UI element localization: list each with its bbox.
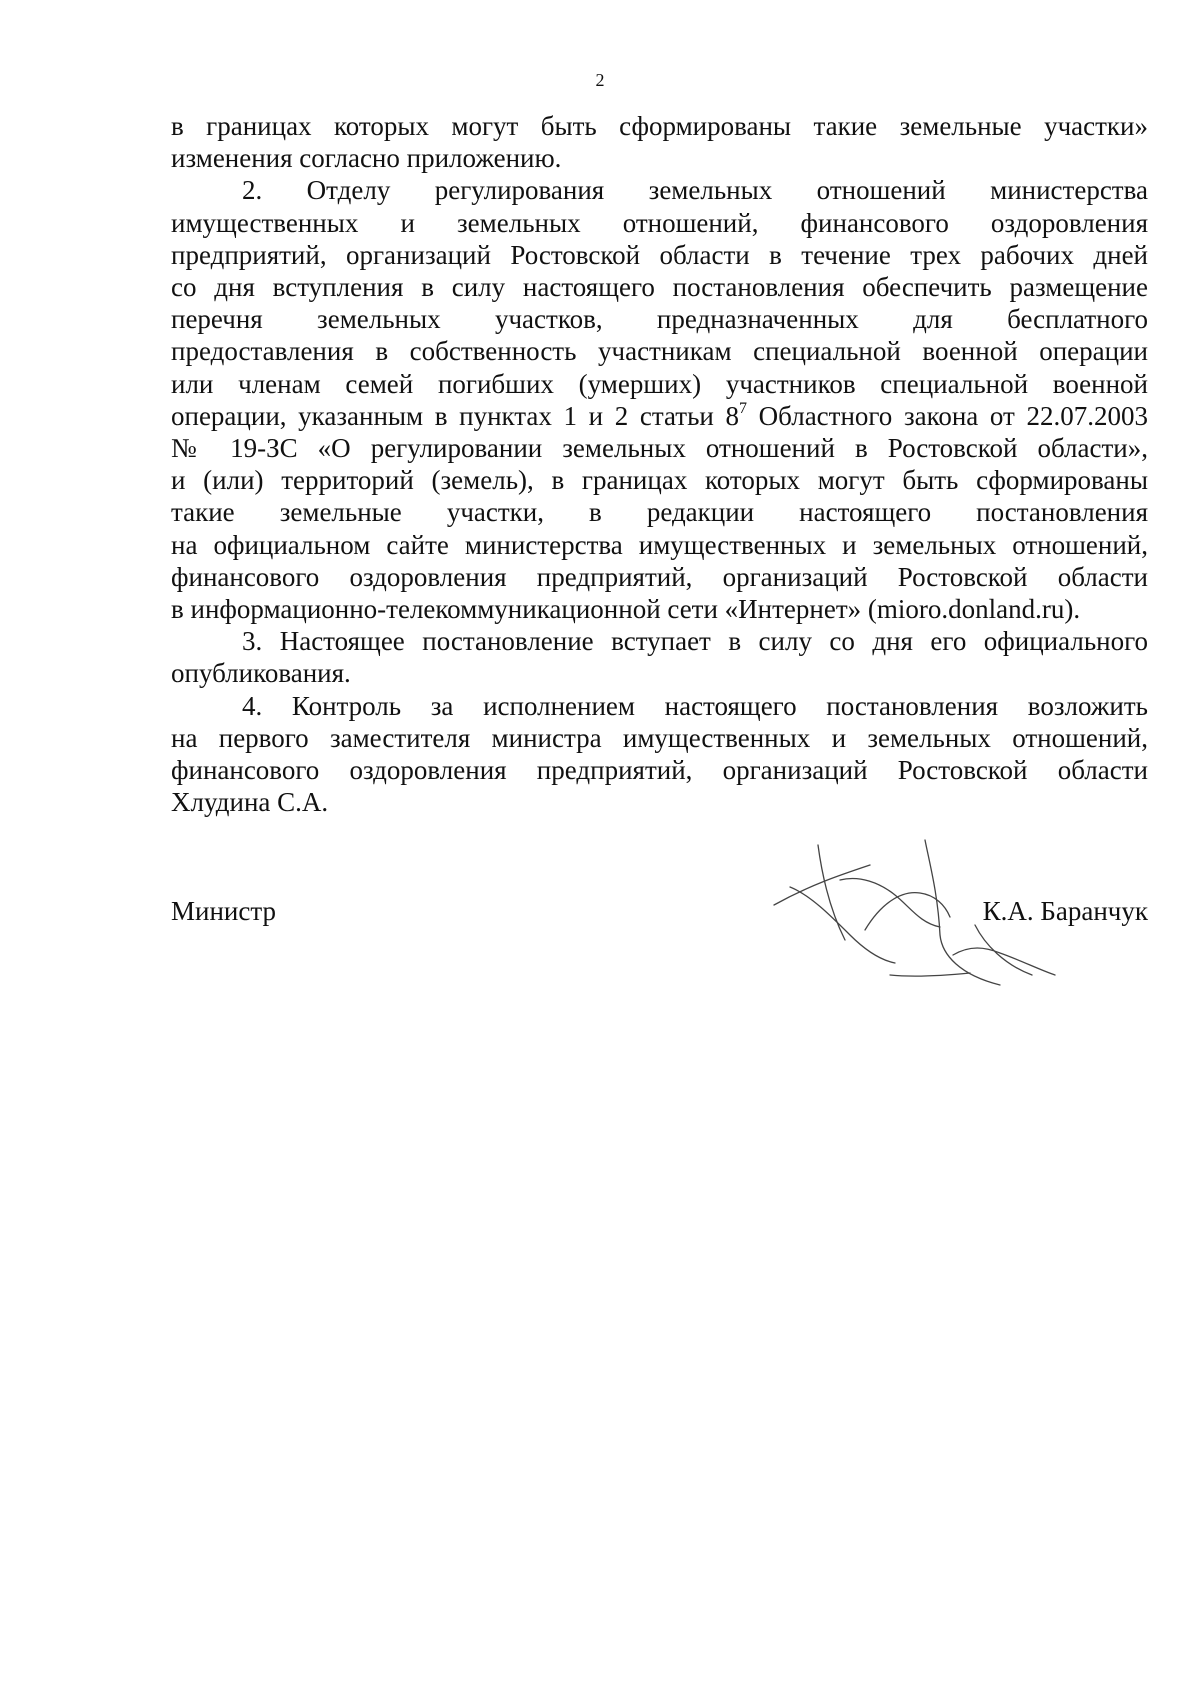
page-number: 2 bbox=[595, 70, 605, 90]
text-fragment: Областного закона от 22.07.2003 bbox=[747, 400, 1148, 431]
document-body bbox=[171, 110, 1148, 818]
text-line: в информационно-телекоммуникационной сети «Интернет» (mioro.donland.ru). bbox=[171, 594, 1081, 625]
text-line: на официальном сайте министерства имущественных и земельных отношений, bbox=[171, 529, 1148, 560]
text-line: финансового оздоровления предприятий, организаций Ростовской области bbox=[171, 561, 1148, 592]
text-line: или членам семей погибших (умерших) участников специальной военной bbox=[171, 368, 1148, 399]
superscript: 7 bbox=[739, 399, 748, 417]
text-line: Хлудина С.А. bbox=[171, 787, 329, 818]
text-line: предоставления в собственность участникам специальной военной операции bbox=[171, 336, 1148, 367]
text-line: на первого заместителя министра имущественных и земельных отношений, bbox=[171, 722, 1148, 753]
signature-row bbox=[171, 895, 1148, 935]
paragraph-1 bbox=[171, 110, 1148, 174]
text-line: в границах которых могут быть сформированы такие земельные участки» bbox=[171, 111, 1148, 141]
text-line: 4. Контроль за исполнением настоящего постановления возложить bbox=[242, 690, 1148, 721]
text-line: 2. Отделу регулирования земельных отношений министерства bbox=[242, 175, 1148, 206]
paragraph-3 bbox=[171, 625, 1148, 689]
text-line: имущественных и земельных отношений, финансового оздоровления bbox=[171, 207, 1148, 238]
text-line: предприятий, организаций Ростовской области в течение трех рабочих дней bbox=[171, 239, 1148, 270]
paragraph-2 bbox=[171, 174, 1148, 625]
text-fragment: операции, указанным в пунктах 1 и 2 статьи 8 bbox=[171, 400, 740, 431]
text-line: такие земельные участки, в редакции настоящего постановления bbox=[171, 497, 1148, 528]
text-line: изменения согласно приложению. bbox=[171, 143, 562, 174]
text-line: и (или) территорий (земель), в границах которых могут быть сформированы bbox=[171, 465, 1148, 496]
text-line: № 19-ЗС «О регулировании земельных отношений в Ростовской области», bbox=[171, 433, 1148, 464]
text-line: 3. Настоящее постановление вступает в силу со дня его официального bbox=[242, 626, 1148, 657]
signatory-title: Министр bbox=[171, 896, 276, 926]
signatory-name: К.А. Баранчук bbox=[982, 896, 1148, 926]
text-line: опубликования. bbox=[171, 658, 351, 689]
text-line: со дня вступления в силу настоящего постановления обеспечить размещение bbox=[171, 272, 1148, 303]
text-line-with-superscript bbox=[171, 400, 1148, 432]
text-line: финансового оздоровления предприятий, организаций Ростовской области bbox=[171, 755, 1148, 786]
paragraph-4 bbox=[171, 690, 1148, 819]
text-line: перечня земельных участков, предназначенных для бесплатного bbox=[171, 304, 1148, 335]
